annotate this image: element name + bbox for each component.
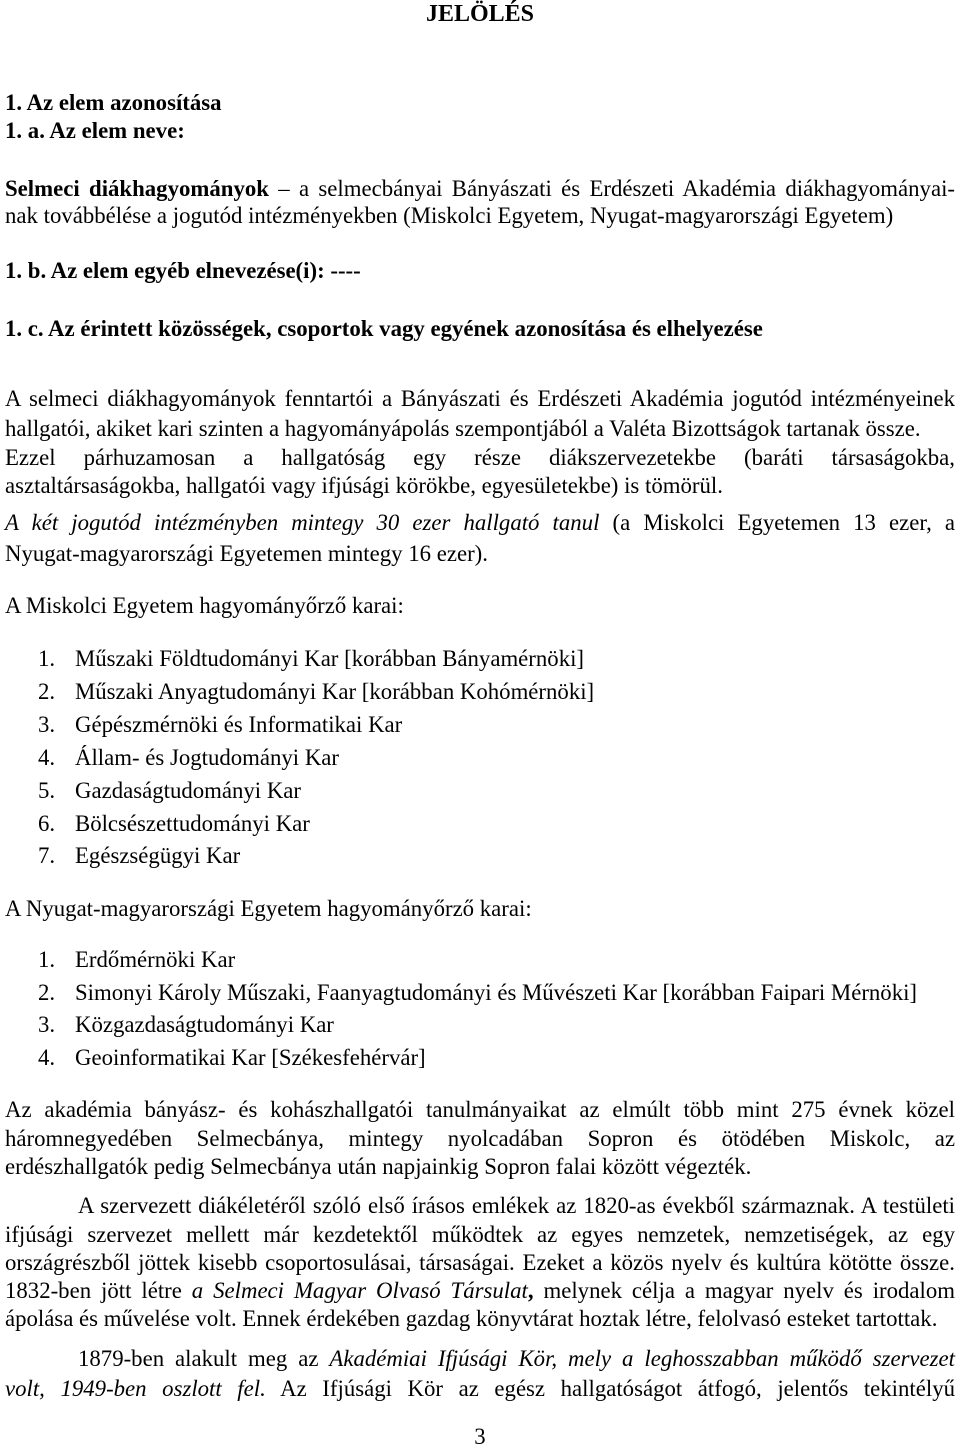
list-number: 1. xyxy=(38,646,56,671)
faculty-list-item xyxy=(38,946,955,974)
faculty-list-item xyxy=(38,678,955,706)
faculty-list-item xyxy=(38,645,955,673)
paragraph-line: ápolása és művelése volt. Ennek érdekében gazdag könyvtárat hoztak létre, felolvasó esteket tartottak. xyxy=(5,1306,938,1331)
paragraph-line: Ezzel párhuzamosan a hallgatóság egy része diákszervezetekbe (baráti társaságokba, xyxy=(5,445,955,470)
list-number: 3. xyxy=(38,1012,56,1037)
faculty-name: Simonyi Károly Műszaki, Faanyagtudományi és Művészeti Kar [korábban Faipari Mérnöki] xyxy=(75,980,918,1005)
faculty-name: Állam- és Jogtudományi Kar xyxy=(75,745,340,770)
paragraph-line: háromnegyedében Selmecbánya, mintegy nyolcadában Sopron és ötödében Miskolc, az xyxy=(5,1126,955,1151)
faculty-list-item xyxy=(38,842,955,870)
item-a-heading: 1. a. Az elem neve: xyxy=(5,118,185,143)
paragraph-line: erdészhallgatók pedig Selmecbánya után napjainkig Sopron falai között végezték. xyxy=(5,1154,752,1179)
paragraph-line: asztaltársaságokba, hallgatói vagy ifjúsági körökbe, egyesületekbe) is tömörül. xyxy=(5,473,723,498)
italic-text: A két jogutód intézményben mintegy 30 ezer hallgató tanul xyxy=(5,510,600,535)
faculty-list-item xyxy=(38,744,955,772)
paragraph-line: A szervezett diákéletéről szóló első írásos emlékek az 1820-as évekből származnak. A testületi xyxy=(78,1193,955,1218)
italic-text: volt, 1949-ben oszlott fel. xyxy=(5,1376,266,1401)
paragraph-line: országrészből jöttek kisebb csoportosulásai, társaságai. Ezeket a közös nyelv és kultúra kötötte össze. xyxy=(5,1250,955,1275)
faculty-name: Gépészmérnöki és Informatikai Kar xyxy=(75,712,403,737)
faculty-list-item xyxy=(38,810,955,838)
list-number: 2. xyxy=(38,980,56,1005)
faculty-name: Egészségügyi Kar xyxy=(75,843,241,868)
italic-text: a Selmeci Magyar Olvasó Társulat xyxy=(191,1278,528,1303)
faculty-list-item xyxy=(38,711,955,739)
faculty-list-item xyxy=(38,979,955,1007)
faculty-name: Műszaki Földtudományi Kar [korábban Bányamérnöki] xyxy=(75,646,585,671)
paragraph-line xyxy=(5,509,955,537)
paragraph-line xyxy=(5,1375,955,1403)
bold-comma: , xyxy=(527,1278,534,1303)
faculty-name: Bölcsészettudományi Kar xyxy=(75,811,310,836)
list-number: 4. xyxy=(38,1045,56,1070)
faculty-name: Műszaki Anyagtudományi Kar [korábban Kohómérnöki] xyxy=(75,679,595,704)
faculty-name: Közgazdaságtudományi Kar xyxy=(75,1012,334,1037)
item-c-heading: 1. c. Az érintett közösségek, csoportok vagy egyének azonosítása és elhelyezése xyxy=(5,316,763,341)
faculty-list-item xyxy=(38,1011,955,1039)
list-number: 4. xyxy=(38,745,56,770)
paragraph-line xyxy=(78,1345,955,1373)
italic-text: Akadémiai Ifjúsági Kör, mely a leghosszabban működő szervezet xyxy=(329,1346,955,1371)
miskolc-list-heading: A Miskolci Egyetem hagyományőrző karai: xyxy=(5,593,404,618)
list-number: 1. xyxy=(38,947,56,972)
paragraph-line: Nyugat-magyarországi Egyetemen mintegy 16 ezer). xyxy=(5,541,488,566)
element-name-line-1 xyxy=(5,175,955,203)
paragraph-line: ifjúsági szervezet mellett már kezdetektől működtek az egyes nemzetek, nemzetiségek, az egy xyxy=(5,1222,955,1247)
page-number: 3 xyxy=(474,1424,486,1449)
item-b-heading: 1. b. Az elem egyéb elnevezése(i): ---- xyxy=(5,258,361,283)
paragraph-text: 1879-ben alakult meg az xyxy=(78,1346,330,1371)
paragraph-line: hallgatói, akiket kari szinten a hagyományápolás szempontjából a Valéta Bizottságok tartanak össze. xyxy=(5,416,921,441)
nyme-list-heading: A Nyugat-magyarországi Egyetem hagyományőrző karai: xyxy=(5,896,532,921)
list-number: 3. xyxy=(38,712,56,737)
paragraph-line xyxy=(5,1277,955,1305)
faculty-name: Gazdaságtudományi Kar xyxy=(75,778,301,803)
element-name-bold: Selmeci diákhagyományok xyxy=(5,176,269,201)
list-number: 7. xyxy=(38,843,56,868)
list-number: 5. xyxy=(38,778,56,803)
paragraph-text: melynek célja a magyar nyelv és irodalom xyxy=(533,1278,956,1303)
element-name-line-2: nak továbbélése a jogutód intézményekben (Miskolci Egyetem, Nyugat-magyarországi Egyetem) xyxy=(5,203,894,228)
paragraph-line: A selmeci diákhagyományok fenntartói a Bányászati és Erdészeti Akadémia jogutód intézményeinek xyxy=(5,386,955,411)
list-number: 2. xyxy=(38,679,56,704)
faculty-name: Geoinformatikai Kar [Székesfehérvár] xyxy=(75,1045,426,1070)
document-title: JELÖLÉS xyxy=(425,1,535,27)
element-name-text: – a selmecbányai Bányászati és Erdészeti Akadémia diákhagyományai- xyxy=(268,176,955,201)
list-number: 6. xyxy=(38,811,56,836)
paragraph-text: Az Ifjúsági Kör az egész hallgatóságot átfogó, jelentős tekintélyű xyxy=(265,1376,955,1401)
faculty-list-item xyxy=(38,1044,955,1072)
paragraph-line: Az akadémia bányász- és kohászhallgatói tanulmányaikat az elmúlt több mint 275 évnek közel xyxy=(5,1097,955,1122)
faculty-name: Erdőmérnöki Kar xyxy=(75,947,236,972)
paragraph-text: 1832-ben jött létre xyxy=(5,1278,192,1303)
paragraph-text: (a Miskolci Egyetemen 13 ezer, a xyxy=(599,510,955,535)
section-heading: 1. Az elem azonosítása xyxy=(5,90,222,115)
faculty-list-item xyxy=(38,777,955,805)
